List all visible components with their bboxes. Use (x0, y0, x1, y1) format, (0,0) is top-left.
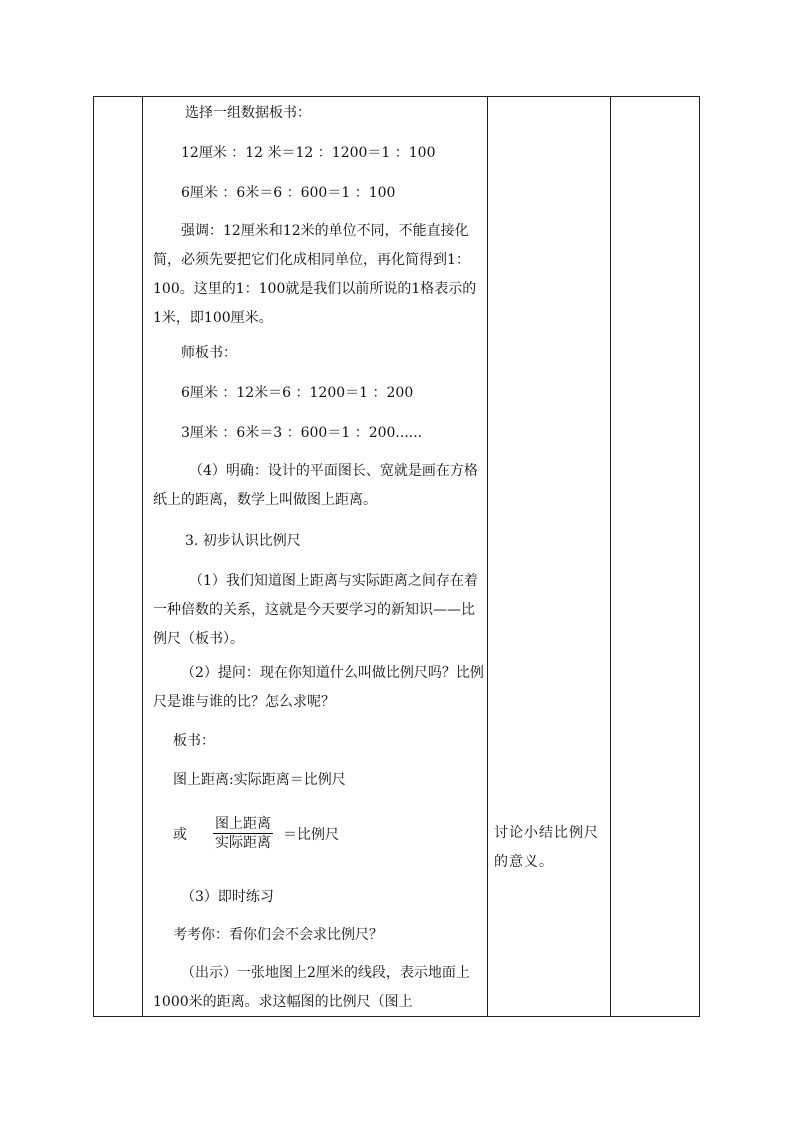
text-line: 板书： (173, 733, 215, 749)
fraction-denominator: 实际距离 (215, 835, 271, 851)
text-paragraph: 强调：12厘米和12米的单位不同，不能直接化简，必须先要把它们化成相同单位，再化简得到1：100。这里的1：100就是我们以前所说的1格表示的1米，即100厘米。 (153, 223, 477, 326)
lesson-table (93, 96, 700, 1017)
text-line: 6厘米 ：6米＝6 ：600＝1 ：100 (181, 185, 396, 201)
fraction-numerator: 图上距离 (215, 816, 271, 832)
text-line: 6厘米 ：12米＝6 ：1200＝1 ：200 (181, 385, 414, 401)
text-paragraph: （2）提问：现在你知道什么叫做比例尺吗？比例尺是谁与谁的比？怎么求呢？ (153, 665, 484, 710)
text-line: 12厘米 ：12 米＝12 ：1200＝1 ：100 (181, 145, 436, 161)
text-line: 3厘米 ：6米＝3 ：600＝1 ：200...... (181, 425, 423, 441)
text-paragraph: （出示）一张地图上2厘米的线段，表示地面上1000米的距离。求这幅图的比例尺（图上 (153, 965, 470, 1010)
text-line: 3. 初步认识比例尺 (185, 533, 301, 549)
column-divider-3 (610, 97, 611, 1016)
text-line: 图上距离:实际距离＝比例尺 (173, 772, 346, 788)
text-paragraph: （4）明确：设计的平面图长、宽就是画在方格纸上的距离，数学上叫做图上距离。 (153, 463, 478, 508)
text-line: 或 (173, 827, 187, 843)
student-activity-note: 讨论小结比例尺的意义。 (494, 825, 599, 870)
text-line: 师板书： (181, 345, 237, 361)
text-line: ＝比例尺 (283, 827, 339, 843)
teaching-content-cell (147, 97, 537, 1016)
column-divider-1 (142, 97, 143, 1016)
student-activity-cell (490, 97, 608, 1016)
text-paragraph: （1）我们知道图上距离与实际距离之间存在着一种倍数的关系，这就是今天要学习的新知识——比例尺（板书）。 (153, 573, 478, 647)
ratio-fraction (213, 815, 273, 852)
text-line: 选择一组数据板书： (185, 105, 311, 121)
text-line: （3）即时练习 (181, 889, 274, 905)
text-line: 考考你：看你们会不会求比例尺？ (173, 927, 383, 943)
